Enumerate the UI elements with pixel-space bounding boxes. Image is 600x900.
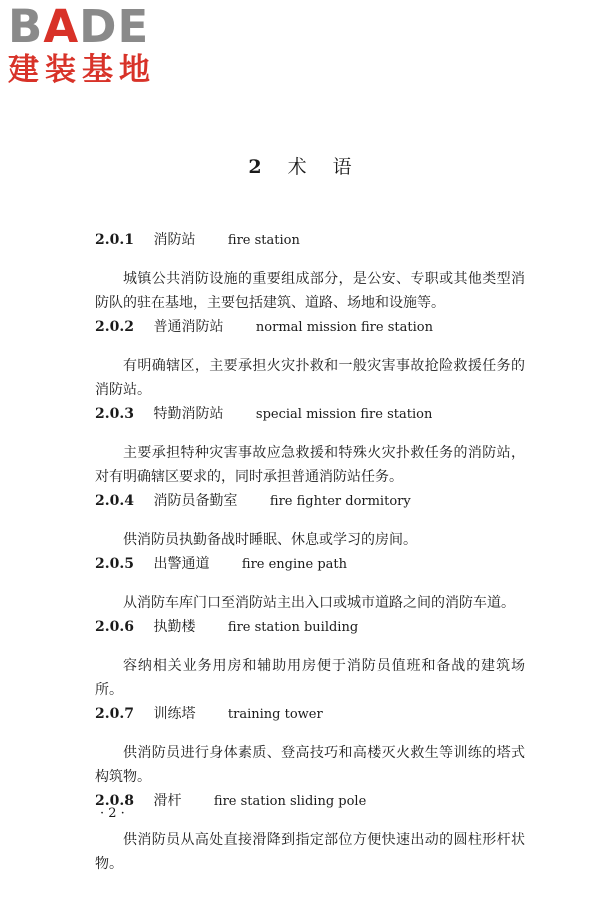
term-chinese: 特勤消防站 bbox=[153, 406, 224, 422]
logo-subtitle: 建装基地 bbox=[8, 52, 156, 88]
term-definition: 供消防员从高处直接滑降到指定部位方便快速出动的圆柱形杆状物。 bbox=[95, 832, 525, 872]
term-chinese: 训练塔 bbox=[153, 706, 196, 722]
term-chinese: 出警通道 bbox=[153, 556, 210, 572]
term-entry bbox=[95, 702, 525, 789]
term-heading bbox=[95, 702, 525, 727]
term-definition: 供消防员执勤备战时睡眠、休息或学习的房间。 bbox=[123, 532, 417, 548]
term-entry bbox=[95, 615, 525, 702]
term-definition: 城镇公共消防设施的重要组成部分，是公安、专职或其他类型消防队的驻在基地，主要包括建筑、道路、场地和设施等。 bbox=[95, 271, 525, 311]
term-number: 2.0.2 bbox=[95, 319, 134, 335]
term-english: special mission fire station bbox=[255, 407, 433, 422]
term-definition: 容纳相关业务用房和辅助用房便于消防员值班和备战的建筑场所。 bbox=[95, 658, 525, 698]
term-english: fire station sliding pole bbox=[213, 794, 367, 809]
terms-list bbox=[95, 228, 525, 876]
term-definition: 有明确辖区，主要承担火灾扑救和一般灾害事故抢险救援任务的消防站。 bbox=[95, 358, 525, 398]
logo-wordmark bbox=[8, 0, 188, 53]
term-heading bbox=[95, 552, 525, 577]
term-number: 2.0.7 bbox=[95, 706, 134, 722]
logo-letters-de: DE bbox=[79, 0, 150, 53]
logo-letter-a: A bbox=[43, 0, 80, 53]
term-number: 2.0.8 bbox=[95, 793, 134, 809]
term-english: fire station building bbox=[227, 620, 359, 635]
term-entry bbox=[95, 789, 525, 876]
term-number: 2.0.5 bbox=[95, 556, 134, 572]
chapter-title-part1: 术 bbox=[287, 156, 307, 178]
chapter-number: 2 bbox=[248, 156, 262, 178]
term-number: 2.0.4 bbox=[95, 493, 134, 509]
term-entry bbox=[95, 489, 525, 552]
term-entry bbox=[95, 402, 525, 489]
term-number: 2.0.6 bbox=[95, 619, 134, 635]
term-chinese: 执勤楼 bbox=[153, 619, 196, 635]
page-number: · 2 · bbox=[100, 806, 125, 821]
term-english: normal mission fire station bbox=[255, 320, 433, 335]
term-number: 2.0.3 bbox=[95, 406, 134, 422]
term-definition: 从消防车库门口至消防站主出入口或城市道路之间的消防车道。 bbox=[123, 595, 515, 611]
term-definition: 供消防员进行身体素质、登高技巧和高楼灭火救生等训练的塔式构筑物。 bbox=[95, 745, 525, 785]
term-english: training tower bbox=[227, 707, 323, 722]
term-entry bbox=[95, 552, 525, 615]
term-chinese: 消防站 bbox=[153, 232, 196, 248]
term-chinese: 消防员备勤室 bbox=[153, 493, 238, 509]
term-number: 2.0.1 bbox=[95, 232, 134, 248]
term-heading bbox=[95, 615, 525, 640]
term-chinese: 普通消防站 bbox=[153, 319, 224, 335]
term-entry bbox=[95, 315, 525, 402]
term-heading bbox=[95, 315, 525, 340]
brand-logo bbox=[8, 0, 188, 88]
term-heading bbox=[95, 228, 525, 253]
chapter-title-part2: 语 bbox=[332, 156, 352, 178]
term-definition: 主要承担特种灾害事故应急救援和特殊火灾扑救任务的消防站，对有明确辖区要求的，同时承担普通消防站任务。 bbox=[95, 445, 525, 485]
term-heading bbox=[95, 789, 525, 814]
term-english: fire engine path bbox=[241, 557, 348, 572]
logo-letter-b: B bbox=[8, 0, 44, 53]
chapter-title bbox=[0, 152, 600, 179]
term-english: fire fighter dormitory bbox=[269, 494, 411, 509]
term-entry bbox=[95, 228, 525, 315]
term-english: fire station bbox=[227, 233, 300, 248]
term-chinese: 滑杆 bbox=[153, 793, 182, 809]
term-heading bbox=[95, 402, 525, 427]
term-heading bbox=[95, 489, 525, 514]
